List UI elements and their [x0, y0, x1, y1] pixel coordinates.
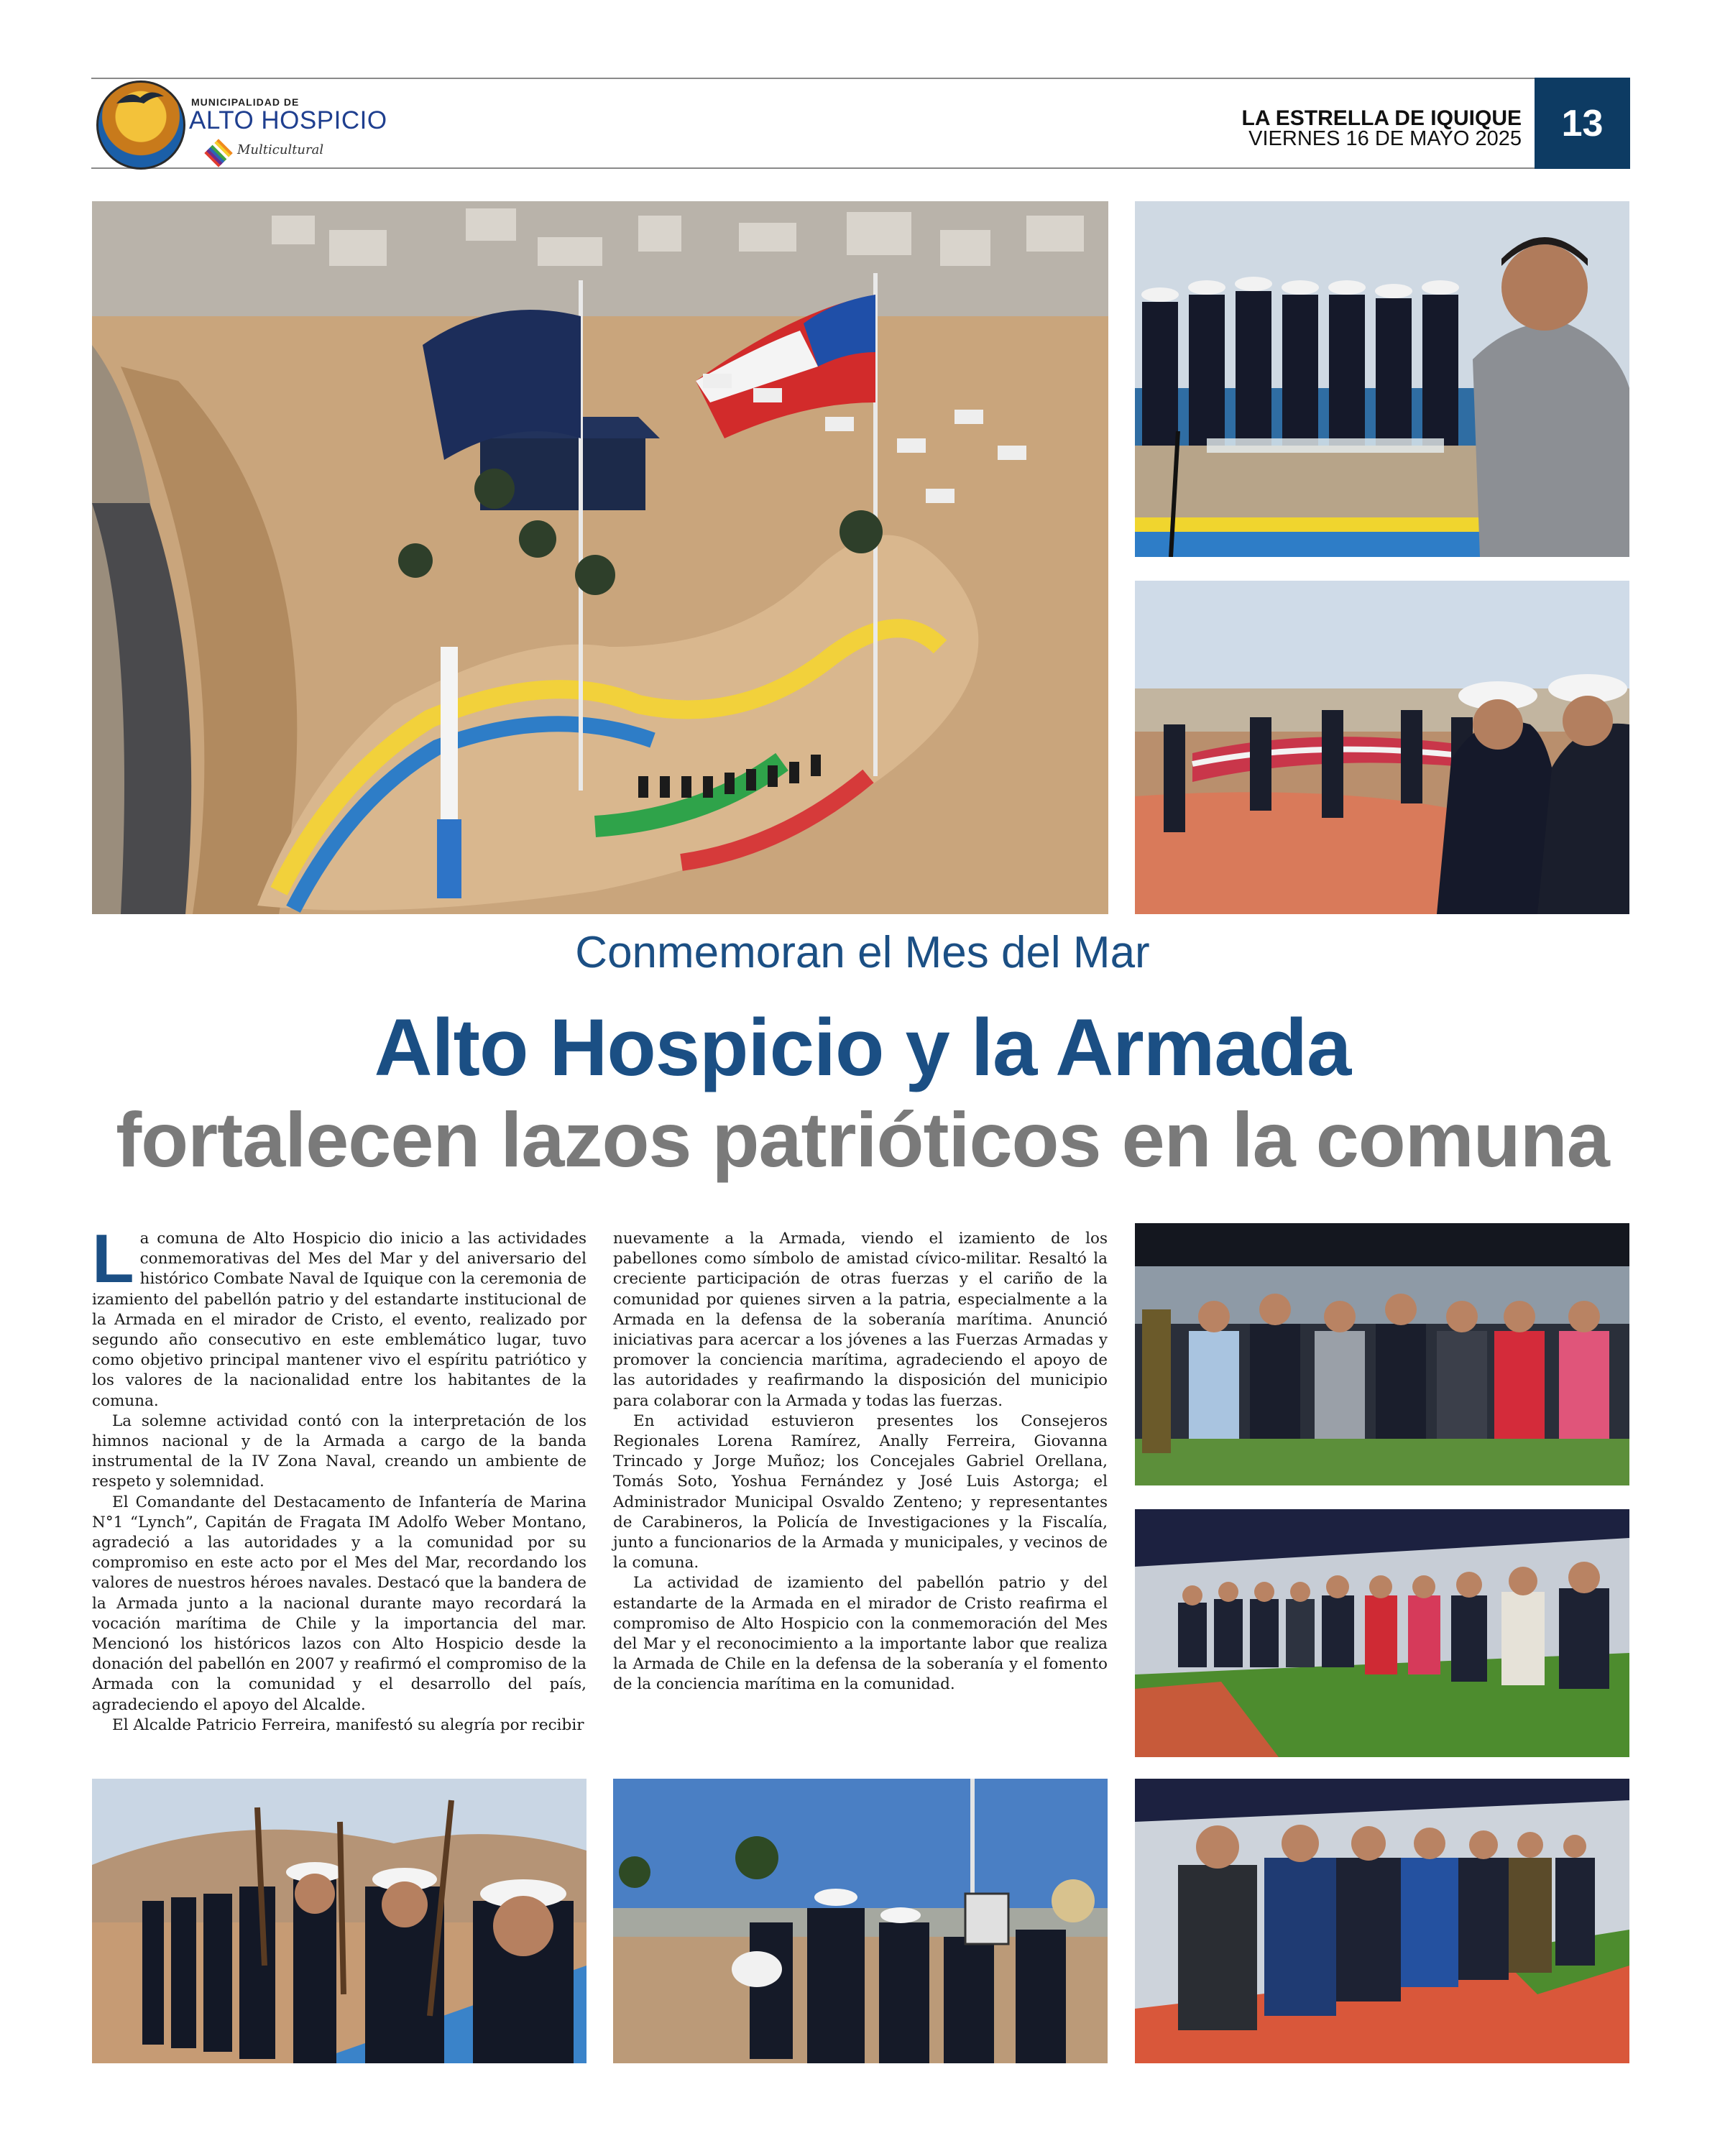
logo-tagline: Multicultural	[237, 142, 324, 157]
article-kicker: Conmemoran el Mes del Mar	[575, 928, 1150, 977]
photo-audience-front	[1135, 1223, 1629, 1485]
header-top-rule	[91, 78, 1630, 79]
photo-naval-band	[613, 1779, 1108, 2063]
paragraph: nuevamente a la Armada, viendo el izamiento de los pabellones como símbolo de amistad cívico-militar. Resaltó la creciente participación de otras fuerzas y el cariño de la comunidad por quienes sirven a la patria, especialmente a la Armada en la defensa de la soberanía marítima. Anunció iniciativas para acercar a los jóvenes a las Fuerzas Armadas y promover la conciencia marítima, agradeciendo el apoyo de las autoridades y reafirmando la disposición del municipio para colaborar con la Armada y todas las fuerzas.	[613, 1230, 1108, 1410]
paragraph: En actividad estuvieron presentes los Consejeros Regionales Lorena Ramírez, Anally Ferreira, Giovanna Trincado y Jorge Muñoz; los Concejales Gabriel Orellana, Tomás Soto, Yoshua Fernández y José Luis Astorga; el Administrador Municipal Osvaldo Zenteno; y representantes de Carabineros, la Policía de Investigaciones y la Fiscalía, junto a funcionarios de la Armada y municipales, y vecinos de la comuna.	[613, 1411, 1108, 1572]
page-number: 13	[1535, 78, 1630, 169]
publication-date: VIERNES 16 DE MAYO 2025	[1248, 127, 1522, 150]
photo-aerial-ceremony	[92, 201, 1108, 914]
paragraph: La solemne actividad contó con la interpretación de los himnos nacional y de la Armada a cargo de la banda instrumental de la IV Zona Naval, creando un ambiente de respeto y solemnidad.	[92, 1411, 586, 1491]
header-bottom-rule	[91, 167, 1630, 169]
paragraph: El Alcalde Patricio Ferreira, manifestó su alegría por recibir	[112, 1715, 584, 1734]
condor-icon	[115, 86, 165, 112]
logo-small-text: MUNICIPALIDAD DE	[191, 96, 300, 108]
paragraph: El Comandante del Destacamento de Infantería de Marina N°1 “Lynch”, Capitán de Fragata IM Adolfo Weber Montano, agradeció a las autoridades y a la comunidad por su compromiso en este acto por el Mes del Mar, recordando los valores de nuestros héroes navales. Destacó que la bandera de la Armada junto a la nacional durante mayo recordará la vocación marítima de Chile y la importancia del mar. Mencionó los históricos lazos con Alto Hospicio desde la donación del pabellón en 2007 y reafirmó el compromiso de la Armada con la comunidad y el desarrollo del país, agradeciendo el apoyo del Alcalde.	[92, 1493, 586, 1714]
paragraph: a comuna de Alto Hospicio dio inicio a las actividades conmemorativas del Mes del Mar y del aniversario del histórico Combate Naval de Iquique con la ceremonia de izamiento del pabellón patrio y del estandarte institucional de la Armada en el mirador de Cristo, el evento, realizado por segundo año consecutivo en este emblemático lugar, tuvo como objetivo principal mantener vivo el espíritu patriótico y los valores de la nacionalidad entre los habitantes de la comuna.	[92, 1230, 586, 1410]
article-column-2	[613, 1229, 1108, 1695]
wiphala-icon	[204, 139, 233, 167]
photo-marines-rifles	[92, 1779, 586, 2063]
photo-flag-sailors	[1135, 581, 1629, 914]
article-column-1	[92, 1220, 586, 1736]
photo-speaker-podium	[1135, 201, 1629, 557]
logo-name: ALTO HOSPICIO	[189, 106, 387, 134]
headline-line-2: fortalecen lazos patrióticos en la comuna	[116, 1096, 1609, 1183]
photo-audience-wide	[1135, 1509, 1629, 1757]
headline-line-1: Alto Hospicio y la Armada	[374, 1003, 1351, 1092]
photo-seated-officials	[1135, 1779, 1629, 2063]
paragraph: La actividad de izamiento del pabellón patrio y del estandarte de la Armada en el mirador de Cristo reafirma el compromiso de Alto Hospicio con la conmemoración del Mes del Mar y el reconocimiento a la importante labor que realiza la Armada de Chile en la defensa de la soberanía y el fomento de la conciencia marítima en la comunidad.	[613, 1574, 1108, 1694]
newspaper-name: LA ESTRELLA DE IQUIQUE	[1241, 106, 1522, 130]
drop-cap: L	[92, 1220, 134, 1297]
